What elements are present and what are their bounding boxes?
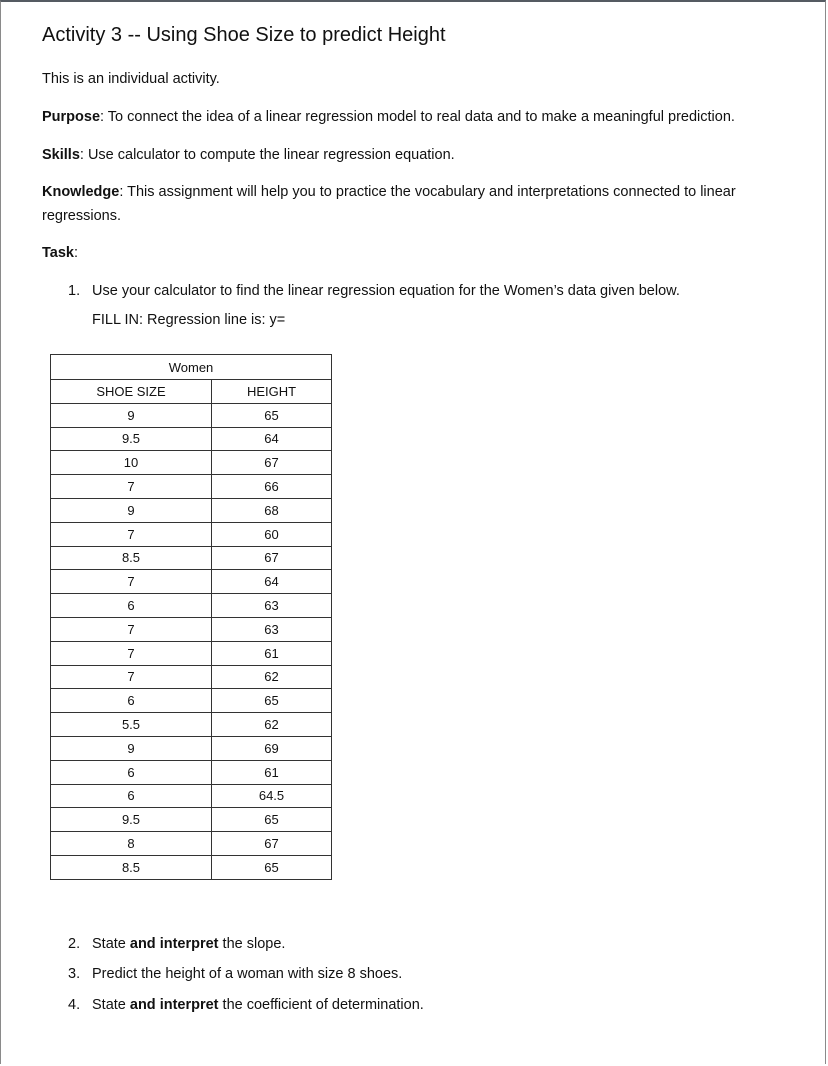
table-row: [51, 832, 332, 856]
table-row: [51, 665, 332, 689]
height-cell: 64: [212, 427, 332, 451]
task-heading: Task:: [42, 245, 79, 261]
table-row: [51, 498, 332, 522]
height-cell: 63: [212, 617, 332, 641]
shoe-size-cell: 9: [51, 498, 212, 522]
item-number: 1.: [68, 283, 81, 299]
shoe-size-cell: 9: [51, 736, 212, 760]
skills-paragraph: [42, 143, 455, 167]
height-cell: 68: [212, 498, 332, 522]
shoe-size-cell: 7: [51, 570, 212, 594]
item-text: Predict the height of a woman with size 8 shoes.: [92, 966, 403, 982]
shoe-size-cell: 9.5: [51, 427, 212, 451]
shoe-size-cell: 9.5: [51, 808, 212, 832]
shoe-size-cell: 10: [51, 451, 212, 475]
task-item-4: 4. State and interpret the coefficient of determination.: [68, 997, 424, 1013]
shoe-size-cell: 7: [51, 641, 212, 665]
shoe-size-cell: 7: [51, 665, 212, 689]
knowledge-paragraph: [42, 180, 802, 228]
table-row: [51, 403, 332, 427]
table-row: [51, 808, 332, 832]
task-item-2: 2. State and interpret the slope.: [68, 936, 286, 952]
table-row: [51, 427, 332, 451]
height-cell: 64: [212, 570, 332, 594]
table-header-row: [51, 380, 332, 404]
table-row: [51, 475, 332, 499]
page-title: Activity 3 -- Using Shoe Size to predict Height: [42, 24, 446, 46]
table-row: [51, 736, 332, 760]
height-cell: 67: [212, 832, 332, 856]
item-number: 2.: [68, 936, 81, 952]
women-data-table: [50, 354, 332, 880]
table-row: [51, 784, 332, 808]
height-cell: 65: [212, 808, 332, 832]
height-cell: 65: [212, 403, 332, 427]
shoe-size-cell: 5.5: [51, 713, 212, 737]
column-header-shoe-size: SHOE SIZE: [51, 380, 212, 404]
height-cell: 63: [212, 594, 332, 618]
knowledge-text: : This assignment will help you to practice the vocabulary and interpretations connected to linear regressions.: [42, 184, 736, 224]
shoe-size-cell: 9: [51, 403, 212, 427]
height-cell: 60: [212, 522, 332, 546]
shoe-size-cell: 7: [51, 522, 212, 546]
height-cell: 69: [212, 736, 332, 760]
height-cell: 65: [212, 689, 332, 713]
table-row: [51, 522, 332, 546]
shoe-size-cell: 8: [51, 832, 212, 856]
table-row: [51, 855, 332, 879]
table-row: [51, 689, 332, 713]
shoe-size-cell: 6: [51, 689, 212, 713]
shoe-size-cell: 7: [51, 475, 212, 499]
table-row: [51, 570, 332, 594]
column-header-height: HEIGHT: [212, 380, 332, 404]
height-cell: 61: [212, 760, 332, 784]
purpose-label: Purpose: [42, 109, 101, 125]
knowledge-label: Knowledge: [42, 184, 120, 200]
shoe-size-cell: 7: [51, 617, 212, 641]
task-item-3: [68, 964, 402, 984]
table-row: [51, 617, 332, 641]
table-caption: Women: [51, 355, 332, 380]
shoe-size-cell: 6: [51, 760, 212, 784]
purpose-paragraph: [42, 105, 735, 129]
height-cell: 61: [212, 641, 332, 665]
task-label: Task: [42, 245, 74, 261]
table-row: [51, 546, 332, 570]
table-row: [51, 451, 332, 475]
table-row: [51, 713, 332, 737]
table-row: [51, 594, 332, 618]
item-text: Use your calculator to find the linear regression equation for the Women’s data given below.: [92, 283, 680, 299]
skills-text: : Use calculator to compute the linear regression equation.: [79, 147, 455, 163]
table-row: [51, 760, 332, 784]
height-cell: 65: [212, 855, 332, 879]
height-cell: 67: [212, 451, 332, 475]
shoe-size-cell: 6: [51, 594, 212, 618]
fill-in-regression-line: FILL IN: Regression line is: y=: [92, 312, 286, 328]
intro-text: This is an individual activity.: [42, 71, 220, 87]
item-number: 3.: [68, 966, 81, 982]
purpose-text: : To connect the idea of a linear regression model to real data and to make a meaningful prediction.: [100, 109, 735, 125]
item-number: 4.: [68, 997, 81, 1013]
height-cell: 62: [212, 713, 332, 737]
shoe-size-cell: 6: [51, 784, 212, 808]
height-cell: 64.5: [212, 784, 332, 808]
task-item-1: [68, 281, 680, 301]
shoe-size-cell: 8.5: [51, 546, 212, 570]
height-cell: 62: [212, 665, 332, 689]
skills-label: Skills: [42, 147, 80, 163]
table-row: [51, 641, 332, 665]
height-cell: 67: [212, 546, 332, 570]
height-cell: 66: [212, 475, 332, 499]
shoe-size-cell: 8.5: [51, 855, 212, 879]
